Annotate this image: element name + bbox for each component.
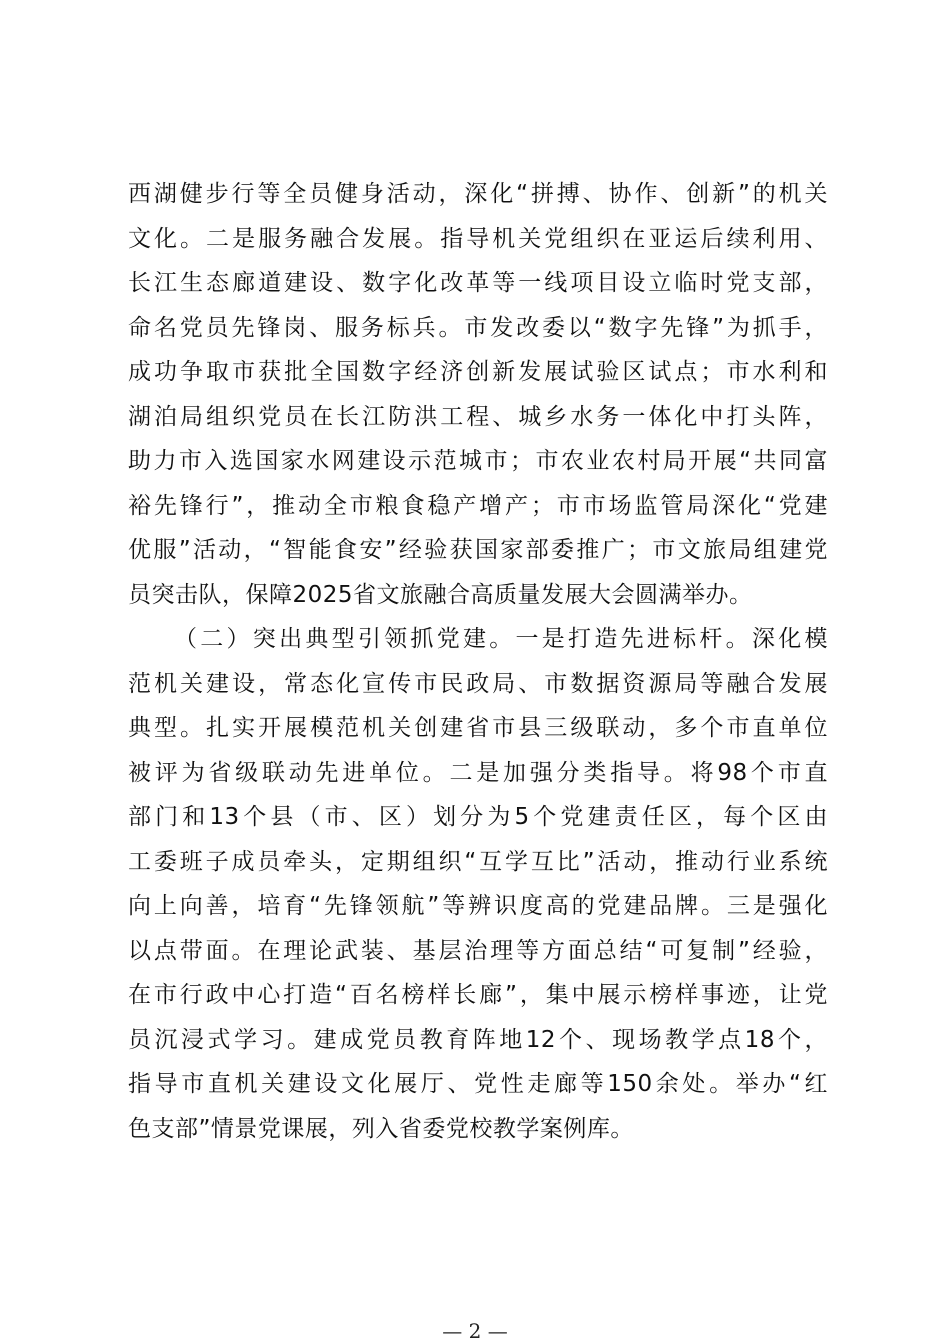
text-line: 典型。扎实开展模范机关创建省市县三级联动，多个市直单位 [128, 715, 828, 741]
text-line: 范机关建设，常态化宣传市民政局、市数据资源局等融合发展 [128, 670, 828, 697]
text-line: 长江生态廊道建设、数字化改革等一线项目设立临时党支部， [128, 270, 828, 296]
text-line: 被评为省级联动先进单位。二是加强分类指导。将98个市直 [128, 759, 828, 786]
text-line: 西湖健步行等全员健身活动，深化“拼搏、协作、创新”的机关 [128, 181, 828, 207]
text-line: 优服”活动，“智能食安”经验获国家部委推广；市文旅局组建党 [128, 537, 828, 563]
text-line: 助力市入选国家水网建设示范城市；市农业农村局开展“共同富 [128, 448, 828, 474]
page-number: — 2 — [442, 1319, 508, 1343]
text-line: 色支部”情景党课展，列入省委党校教学案例库。 [128, 1115, 634, 1142]
text-line: 向上向善，培育“先锋领航”等辨识度高的党建品牌。三是强化 [128, 893, 828, 919]
section-heading-line: （二）突出典型引领抓党建。一是打造先进标杆。深化模 [174, 626, 828, 652]
text-line: 在市行政中心打造“百名榜样长廊”，集中展示榜样事迹，让党 [128, 982, 828, 1008]
text-line: 文化。二是服务融合发展。指导机关党组织在亚运后续利用、 [128, 225, 828, 252]
text-line: 指导市直机关建设文化展厅、党性走廊等150余处。举办“红 [128, 1071, 828, 1097]
text-line: 部门和13个县（市、区）划分为5个党建责任区，每个区由 [128, 804, 828, 830]
text-line: 成功争取市获批全国数字经济创新发展试验区试点；市水利和 [128, 359, 828, 385]
text-line: 湖泊局组织党员在长江防洪工程、城乡水务一体化中打头阵， [128, 403, 828, 430]
body-text [128, 172, 828, 1151]
text-line: 员突击队，保障2025省文旅融合高质量发展大会圆满举办。 [128, 581, 753, 608]
text-line: 员沉浸式学习。建成党员教育阵地12个、现场教学点18个， [128, 1026, 828, 1053]
text-line: 以点带面。在理论武装、基层治理等方面总结“可复制”经验， [128, 937, 828, 964]
text-line: 命名党员先锋岗、服务标兵。市发改委以“数字先锋”为抓手， [128, 314, 828, 341]
text-line: 工委班子成员牵头，定期组织“互学互比”活动，推动行业系统 [128, 848, 828, 875]
paragraph-1 [128, 172, 828, 617]
text-line: 裕先锋行”，推动全市粮食稳产增产；市市场监管局深化“党建 [128, 492, 828, 519]
paragraph-2 [128, 617, 828, 1151]
